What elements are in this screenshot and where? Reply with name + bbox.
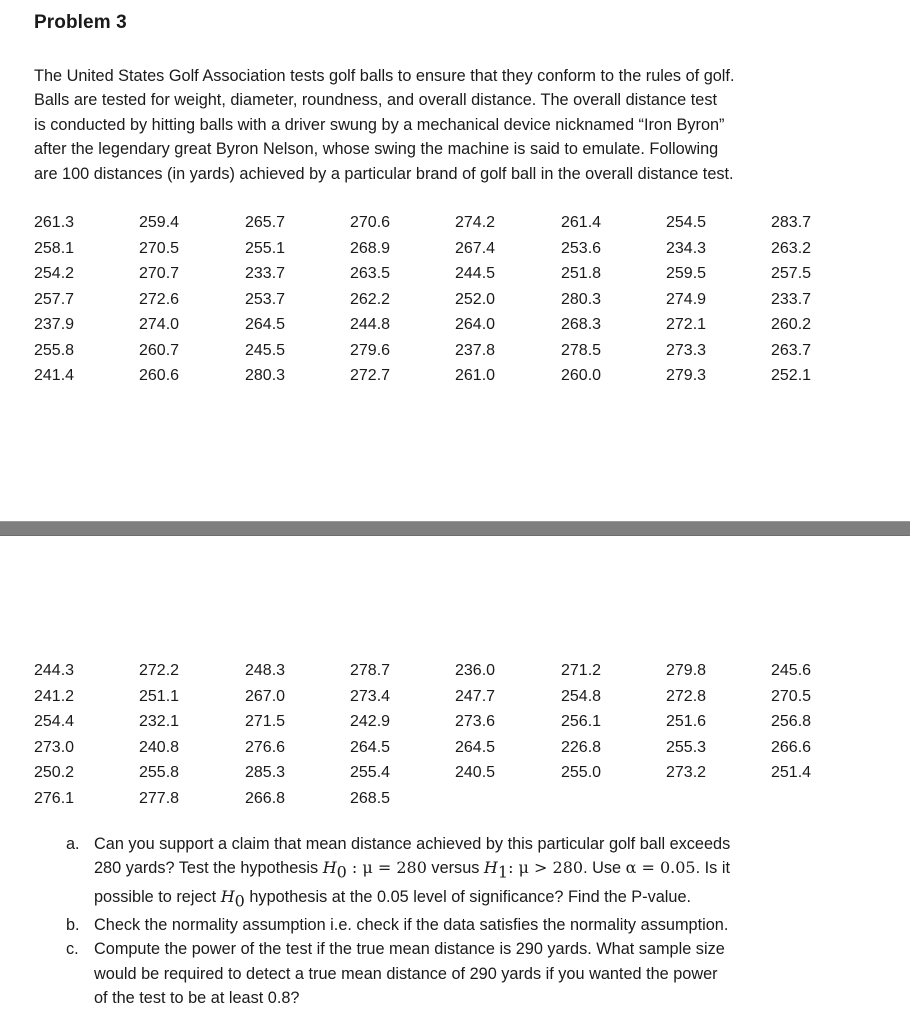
table-cell: 263.7 [771, 341, 812, 359]
table-cell: 264.0 [455, 316, 496, 333]
question-text: 280 yards? Test the hypothesis [94, 859, 323, 878]
table-cell: 254.8 [561, 687, 602, 705]
table-cell: 266.8 [245, 789, 286, 807]
table-cell: 260.7 [139, 341, 180, 359]
table-cell: 270.5 [771, 687, 812, 705]
question-letter: c. [66, 940, 79, 959]
table-cell: 274.2 [455, 214, 496, 231]
question-letter: b. [66, 916, 80, 935]
table-cell: 242.9 [350, 713, 391, 730]
table-cell: 268.9 [350, 239, 391, 257]
table-cell: 226.8 [561, 738, 602, 756]
table-cell: 271.5 [245, 713, 286, 730]
table-cell: 259.4 [139, 214, 180, 231]
table-row [0, 265, 910, 291]
distance-table-bottom [0, 662, 910, 815]
table-row [0, 739, 910, 765]
table-cell: 254.4 [34, 713, 75, 730]
table-cell: 260.6 [139, 367, 180, 384]
intro-line: The United States Golf Association tests golf balls to ensure that they conform to the rules of golf. [34, 67, 735, 85]
table-cell: 253.6 [561, 239, 602, 257]
table-cell: 245.6 [771, 662, 812, 679]
question-a [66, 832, 846, 913]
table-cell: 237.9 [34, 316, 75, 333]
table-cell: 234.3 [666, 239, 707, 257]
table-cell: 280.3 [245, 367, 286, 384]
table-cell: 261.3 [34, 214, 75, 231]
table-cell: 264.5 [245, 316, 286, 333]
table-cell: 257.5 [771, 265, 812, 282]
table-cell: 241.4 [34, 367, 75, 384]
table-cell: 256.1 [561, 713, 602, 730]
table-cell: 232.1 [139, 713, 180, 730]
table-cell: 245.5 [245, 341, 286, 359]
intro-line: after the legendary great Byron Nelson, whose swing the machine is said to emulate. Following [34, 140, 719, 159]
table-cell: 273.6 [455, 713, 496, 730]
table-cell: 237.8 [455, 341, 496, 359]
table-row [0, 790, 910, 816]
table-cell: 241.2 [34, 687, 75, 705]
table-cell: 272.6 [139, 290, 180, 308]
table-cell: 254.5 [666, 214, 707, 231]
table-cell: 262.2 [350, 290, 391, 308]
table-cell: 272.1 [666, 316, 707, 333]
table-cell: 270.5 [139, 239, 180, 257]
table-cell: 273.0 [34, 738, 75, 756]
math-subscript: 0 [234, 890, 245, 910]
question-text: hypothesis at the 0.05 level of significance? Find the P-value. [244, 887, 692, 906]
question-b-line: Check the normality assumption i.e. check if the data satisfies the normality assumption. [94, 916, 729, 935]
table-cell: 273.3 [666, 341, 707, 359]
question-text: . Use [583, 859, 626, 878]
intro-line: are 100 distances (in yards) achieved by a particular brand of golf ball in the overall distance test. [34, 164, 734, 183]
table-cell: 279.3 [666, 367, 707, 384]
table-cell: 272.7 [350, 367, 391, 384]
table-cell: 278.5 [561, 341, 602, 359]
table-cell: 265.7 [245, 214, 286, 231]
question-c-line: of the test to be at least 0.8? [94, 988, 300, 1007]
math-symbol: H [483, 858, 498, 878]
table-cell: 255.8 [139, 764, 180, 781]
table-row [0, 713, 910, 739]
question-c-line: Compute the power of the test if the true mean distance is 290 yards. What sample size [94, 940, 725, 959]
table-cell: 277.8 [139, 789, 180, 807]
table-row [0, 342, 910, 368]
table-cell: 271.2 [561, 662, 602, 679]
table-cell: 276.6 [245, 738, 286, 756]
table-cell: 272.2 [139, 662, 180, 679]
table-cell: 248.3 [245, 662, 286, 679]
table-cell: 261.0 [455, 367, 496, 384]
problem-title: Problem 3 [34, 12, 127, 33]
table-row [0, 214, 910, 240]
table-cell: 274.0 [139, 316, 180, 333]
question-a-line [94, 856, 846, 884]
table-cell: 233.7 [245, 265, 286, 282]
table-cell: 255.8 [34, 341, 75, 359]
question-text: possible to reject [94, 887, 221, 906]
table-cell: 252.0 [455, 290, 496, 308]
questions-list [66, 832, 846, 1010]
table-row [0, 367, 910, 393]
table-cell: 263.5 [350, 265, 391, 282]
math-expression: α = 0.05 [625, 858, 696, 878]
intro-line: Balls are tested for weight, diameter, roundness, and overall distance. The overall distance test [34, 91, 717, 110]
question-a-line [94, 885, 846, 913]
table-cell: 264.5 [455, 738, 496, 756]
table-cell: 251.8 [561, 265, 602, 282]
question-text: . Is it [695, 859, 730, 878]
table-cell: 260.0 [561, 367, 602, 384]
table-row [0, 688, 910, 714]
table-cell: 279.8 [666, 662, 707, 679]
table-cell: 270.7 [139, 265, 180, 282]
table-cell: 273.4 [350, 687, 391, 705]
table-row [0, 662, 910, 688]
question-b [66, 913, 846, 937]
table-cell: 251.4 [771, 764, 812, 781]
table-cell: 279.6 [350, 341, 391, 359]
table-row [0, 291, 910, 317]
intro-paragraph [34, 64, 834, 186]
table-cell: 256.8 [771, 713, 812, 730]
table-cell: 247.7 [455, 687, 496, 705]
table-cell: 267.0 [245, 687, 286, 705]
table-cell: 233.7 [771, 290, 812, 308]
question-letter: a. [66, 835, 80, 853]
table-cell: 264.5 [350, 738, 391, 756]
table-cell: 270.6 [350, 214, 391, 231]
table-cell: 273.2 [666, 764, 707, 781]
table-cell: 274.9 [666, 290, 707, 308]
table-cell: 250.2 [34, 764, 75, 781]
table-cell: 268.5 [350, 789, 391, 807]
table-cell: 244.3 [34, 662, 75, 679]
math-symbol: H [220, 886, 235, 906]
table-cell: 251.1 [139, 687, 180, 705]
table-cell: 268.3 [561, 316, 602, 333]
table-cell: 285.3 [245, 764, 286, 781]
math-subscript: 0 [336, 862, 347, 882]
table-cell: 240.8 [139, 738, 180, 756]
table-cell: 278.7 [350, 662, 391, 679]
table-cell: 260.2 [771, 316, 812, 333]
table-cell: 240.5 [455, 764, 496, 781]
table-cell: 236.0 [455, 662, 496, 679]
question-c [66, 937, 846, 1010]
table-row [0, 240, 910, 266]
table-cell: 258.1 [34, 239, 75, 257]
table-cell: 261.4 [561, 214, 602, 231]
intro-line: is conducted by hitting balls with a driver swung by a mechanical device nicknamed “Iron Byron” [34, 115, 725, 134]
table-cell: 244.5 [455, 265, 496, 282]
table-cell: 255.3 [666, 738, 707, 756]
question-a-line: Can you support a claim that mean distance achieved by this particular golf ball exceeds [94, 835, 731, 853]
table-cell: 252.1 [771, 367, 812, 384]
table-cell: 263.2 [771, 239, 812, 257]
question-text: versus [426, 859, 484, 878]
table-cell: 276.1 [34, 789, 75, 807]
table-cell: 255.1 [245, 239, 286, 257]
table-row [0, 316, 910, 342]
table-cell: 253.7 [245, 290, 286, 308]
distance-table-top [0, 214, 910, 393]
table-cell: 267.4 [455, 239, 496, 257]
table-cell: 280.3 [561, 290, 602, 308]
table-cell: 272.8 [666, 687, 707, 705]
question-c-line: would be required to detect a true mean distance of 290 yards if you wanted the power [94, 964, 718, 983]
table-cell: 257.7 [34, 290, 75, 308]
math-expression: : μ > 280 [508, 858, 584, 878]
table-cell: 255.0 [561, 764, 602, 781]
table-cell: 255.4 [350, 764, 391, 781]
math-expression: : μ = 280 [346, 858, 427, 878]
table-cell: 244.8 [350, 316, 391, 333]
table-cell: 259.5 [666, 265, 707, 282]
table-cell: 251.6 [666, 713, 707, 730]
table-row [0, 764, 910, 790]
table-cell: 283.7 [771, 214, 812, 231]
table-cell: 266.6 [771, 738, 812, 756]
math-symbol: H [322, 858, 337, 878]
table-cell: 254.2 [34, 265, 75, 282]
page-divider [0, 521, 910, 536]
math-subscript: 1 [497, 862, 509, 882]
